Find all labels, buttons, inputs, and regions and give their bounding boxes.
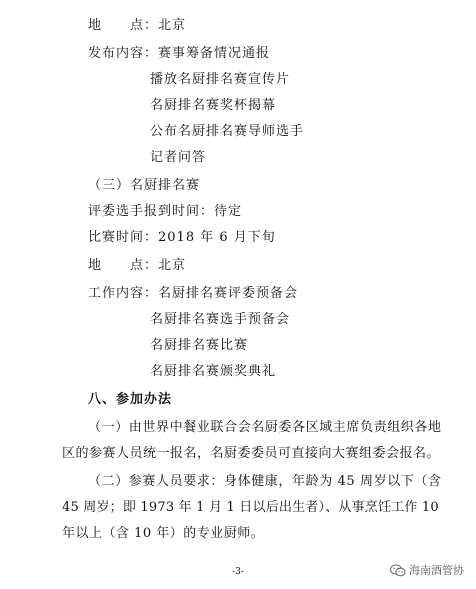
release-item: 播放名厨排名赛宣传片 [150, 72, 291, 87]
judges-report-time: 评委选手报到时间：待定 [88, 204, 243, 219]
match-time: 比赛时间：2018 年 6 月下旬 [88, 230, 276, 245]
paragraph-line: （一）由世界中餐业联合会名厨委各区域主席负责组织各地 [88, 420, 442, 435]
work-item: 名厨排名赛颁奖典礼 [150, 364, 277, 379]
watermark-text: 海南酒管协 [409, 564, 464, 577]
location-value: 北京 [158, 258, 187, 273]
section-three-title: （三）名厨排名赛 [88, 178, 201, 193]
wechat-icon [390, 564, 406, 577]
location-label: 地 点： [88, 18, 159, 33]
paragraph-line: （二）参赛人员要求：身体健康，年龄为 45 周岁以下（含 [88, 474, 442, 489]
release-label: 发布内容： [88, 46, 159, 61]
paragraph-line: 年以上（含 10 年）的专业厨师。 [62, 526, 265, 541]
paragraph-line: 区的参赛人员统一报名，名厨委委员可直接向大赛组委会报名。 [62, 446, 441, 461]
work-line [88, 286, 298, 302]
location-line-1 [88, 18, 186, 34]
section-eight-title: 八、参加办法 [88, 392, 173, 407]
release-item: 记者问答 [150, 150, 207, 165]
location-label: 地 点： [88, 258, 159, 273]
release-line [88, 46, 270, 62]
paragraph-line: 45 周岁；即 1973 年 1 月 1 日以后出生者）、从事烹饪工作 10 [62, 500, 439, 515]
location-value: 北京 [158, 18, 187, 33]
work-label: 工作内容： [88, 286, 159, 301]
work-item: 名厨排名赛评委预备会 [158, 286, 299, 301]
work-item: 名厨排名赛选手预备会 [150, 312, 291, 327]
work-item: 名厨排名赛比赛 [150, 338, 249, 353]
location-line-2 [88, 258, 186, 274]
page-number: -3- [232, 567, 244, 577]
release-item: 名厨排名赛奖杯揭幕 [150, 98, 277, 113]
release-item: 赛事筹备情况通报 [158, 46, 271, 61]
watermark [390, 562, 464, 578]
release-item: 公布名厨排名赛导师选手 [150, 124, 305, 139]
